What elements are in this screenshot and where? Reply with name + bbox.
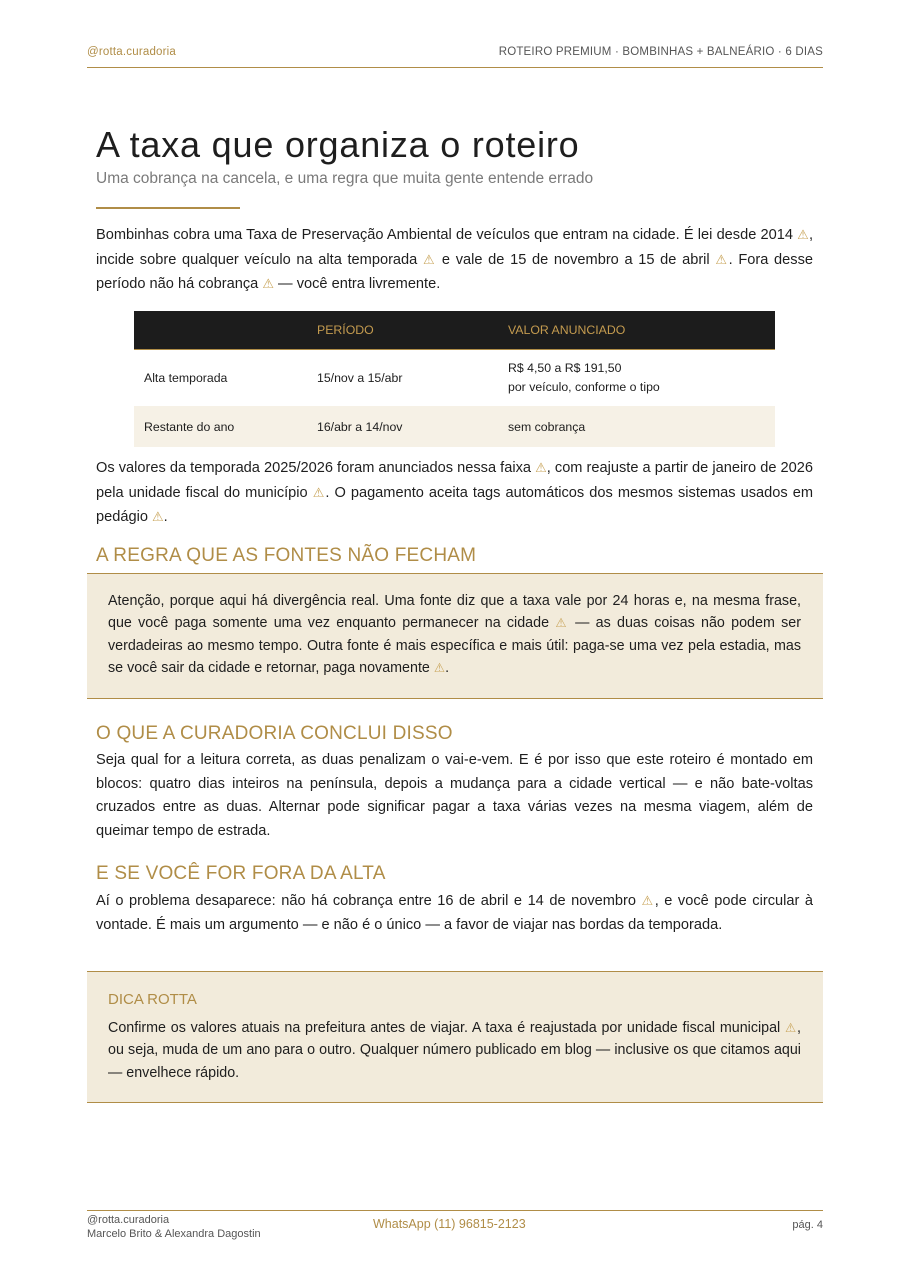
footer-credits (87, 1213, 261, 1241)
table-cell-value: sem cobrança (498, 406, 775, 447)
table-header-period: PERÍODO (307, 311, 498, 350)
page-subtitle: Uma cobrança na cancela, e uma regra que muita gente entende errado (96, 170, 594, 187)
warning-icon: ⚠ (433, 660, 446, 675)
page-number: pág. 4 (792, 1219, 823, 1231)
warning-icon: ⚠ (535, 460, 547, 475)
running-header (87, 46, 823, 68)
values-paragraph: Os valores da temporada 2025/2026 foram anunciados nessa faixa ⚠, com reajuste a partir de janeiro de 2026 pela unidade fiscal do município ⚠. O pagamento aceita tags automáticos dos mesmos sistemas usados em pedágio ⚠. (96, 460, 814, 525)
table-cell-label: Restante do ano (134, 406, 307, 447)
tax-table (134, 311, 775, 447)
table-cell-value (498, 350, 775, 407)
table-header-row (134, 311, 775, 350)
table-cell-period: 15/nov a 15/abr (307, 350, 498, 407)
warning-icon: ⚠ (152, 509, 164, 524)
warning-icon: ⚠ (641, 893, 655, 908)
tip-callout (87, 971, 823, 1103)
footer-divider (87, 1210, 823, 1211)
table-row (134, 350, 775, 407)
warning-icon: ⚠ (262, 276, 274, 291)
tip-label: DICA ROTTA (108, 991, 197, 1008)
warning-icon: ⚠ (422, 251, 437, 267)
title-underline (96, 207, 240, 209)
footer-handle: @rotta.curadoria (87, 1214, 170, 1226)
warning-icon: ⚠ (785, 1021, 797, 1035)
section-heading-rule: A REGRA QUE AS FONTES NÃO FECHAM (96, 545, 477, 566)
table-row (134, 406, 775, 447)
divergence-text: Atenção, porque aqui há divergência real. Uma fonte diz que a taxa vale por 24 horas e, na mesma frase, que você paga somente uma vez enquanto permanecer na cidade ⚠ — as duas coisas não podem ser verdadeiras ao mesmo tempo. Outra fonte é mais específica e mais útil: paga-se uma vez pela estadia, mas se você sair da cidade e retornar, paga novamente ⚠. (108, 593, 801, 676)
value-range: R$ 4,50 a R$ 191,50 (508, 361, 622, 375)
table-cell-period: 16/abr a 14/nov (307, 406, 498, 447)
warning-icon: ⚠ (715, 251, 729, 267)
page-title: A taxa que organiza o roteiro (96, 124, 580, 165)
whatsapp-contact: WhatsApp (11) 96815-2123 (373, 1217, 526, 1231)
value-note: por veículo, conforme o tipo (508, 380, 660, 394)
warning-icon: ⚠ (797, 227, 809, 242)
conclusion-paragraph: Seja qual for a leitura correta, as duas penalizam o vai-e-vem. E é por isso que este roteiro é montado em blocos: quatro dias inteiros na península, depois a mudança para a cidade vertical — e não bate-voltas cruzados entre as duas. Alternar pode significar pagar a taxa várias vezes na mesma viagem, além de queimar tempo de estrada. (96, 752, 813, 839)
section-heading-offseason: E SE VOCÊ FOR FORA DA ALTA (96, 863, 386, 884)
divergence-callout (87, 573, 823, 699)
table-cell-label: Alta temporada (134, 350, 307, 407)
footer-authors: Marcelo Brito & Alexandra Dagostin (87, 1228, 261, 1240)
warning-icon: ⚠ (312, 484, 326, 500)
header-doc-title: ROTEIRO PREMIUM · BOMBINHAS + BALNEÁRIO · 6 DIAS (498, 46, 823, 58)
section-heading-conclusion: O QUE A CURADORIA CONCLUI DISSO (96, 723, 453, 744)
tip-text: Confirme os valores atuais na prefeitura antes de viajar. A taxa é reajustada por unidade fiscal municipal ⚠, ou seja, muda de um ano para o outro. Qualquer número publicado em blog — inclusive os que citamos aqui — envelhece rápido. (108, 1020, 801, 1081)
offseason-paragraph: Aí o problema desaparece: não há cobrança entre 16 de abril e 14 de novembro ⚠, e você pode circular à vontade. É mais um argumento — e não é o único — a favor de viajar nas bordas da temporada. (96, 893, 813, 933)
table-header-cell (134, 311, 307, 350)
header-handle: @rotta.curadoria (87, 46, 177, 58)
warning-icon: ⚠ (555, 616, 569, 631)
intro-paragraph: Bombinhas cobra uma Taxa de Preservação Ambiental de veículos que entram na cidade. É lei desde 2014 ⚠, incide sobre qualquer veículo na alta temporada ⚠ e vale de 15 de novembro a 15 de abril ⚠. Fora desse período não há cobrança ⚠ — você entra livremente. (96, 227, 814, 292)
table-header-value: VALOR ANUNCIADO (498, 311, 775, 350)
